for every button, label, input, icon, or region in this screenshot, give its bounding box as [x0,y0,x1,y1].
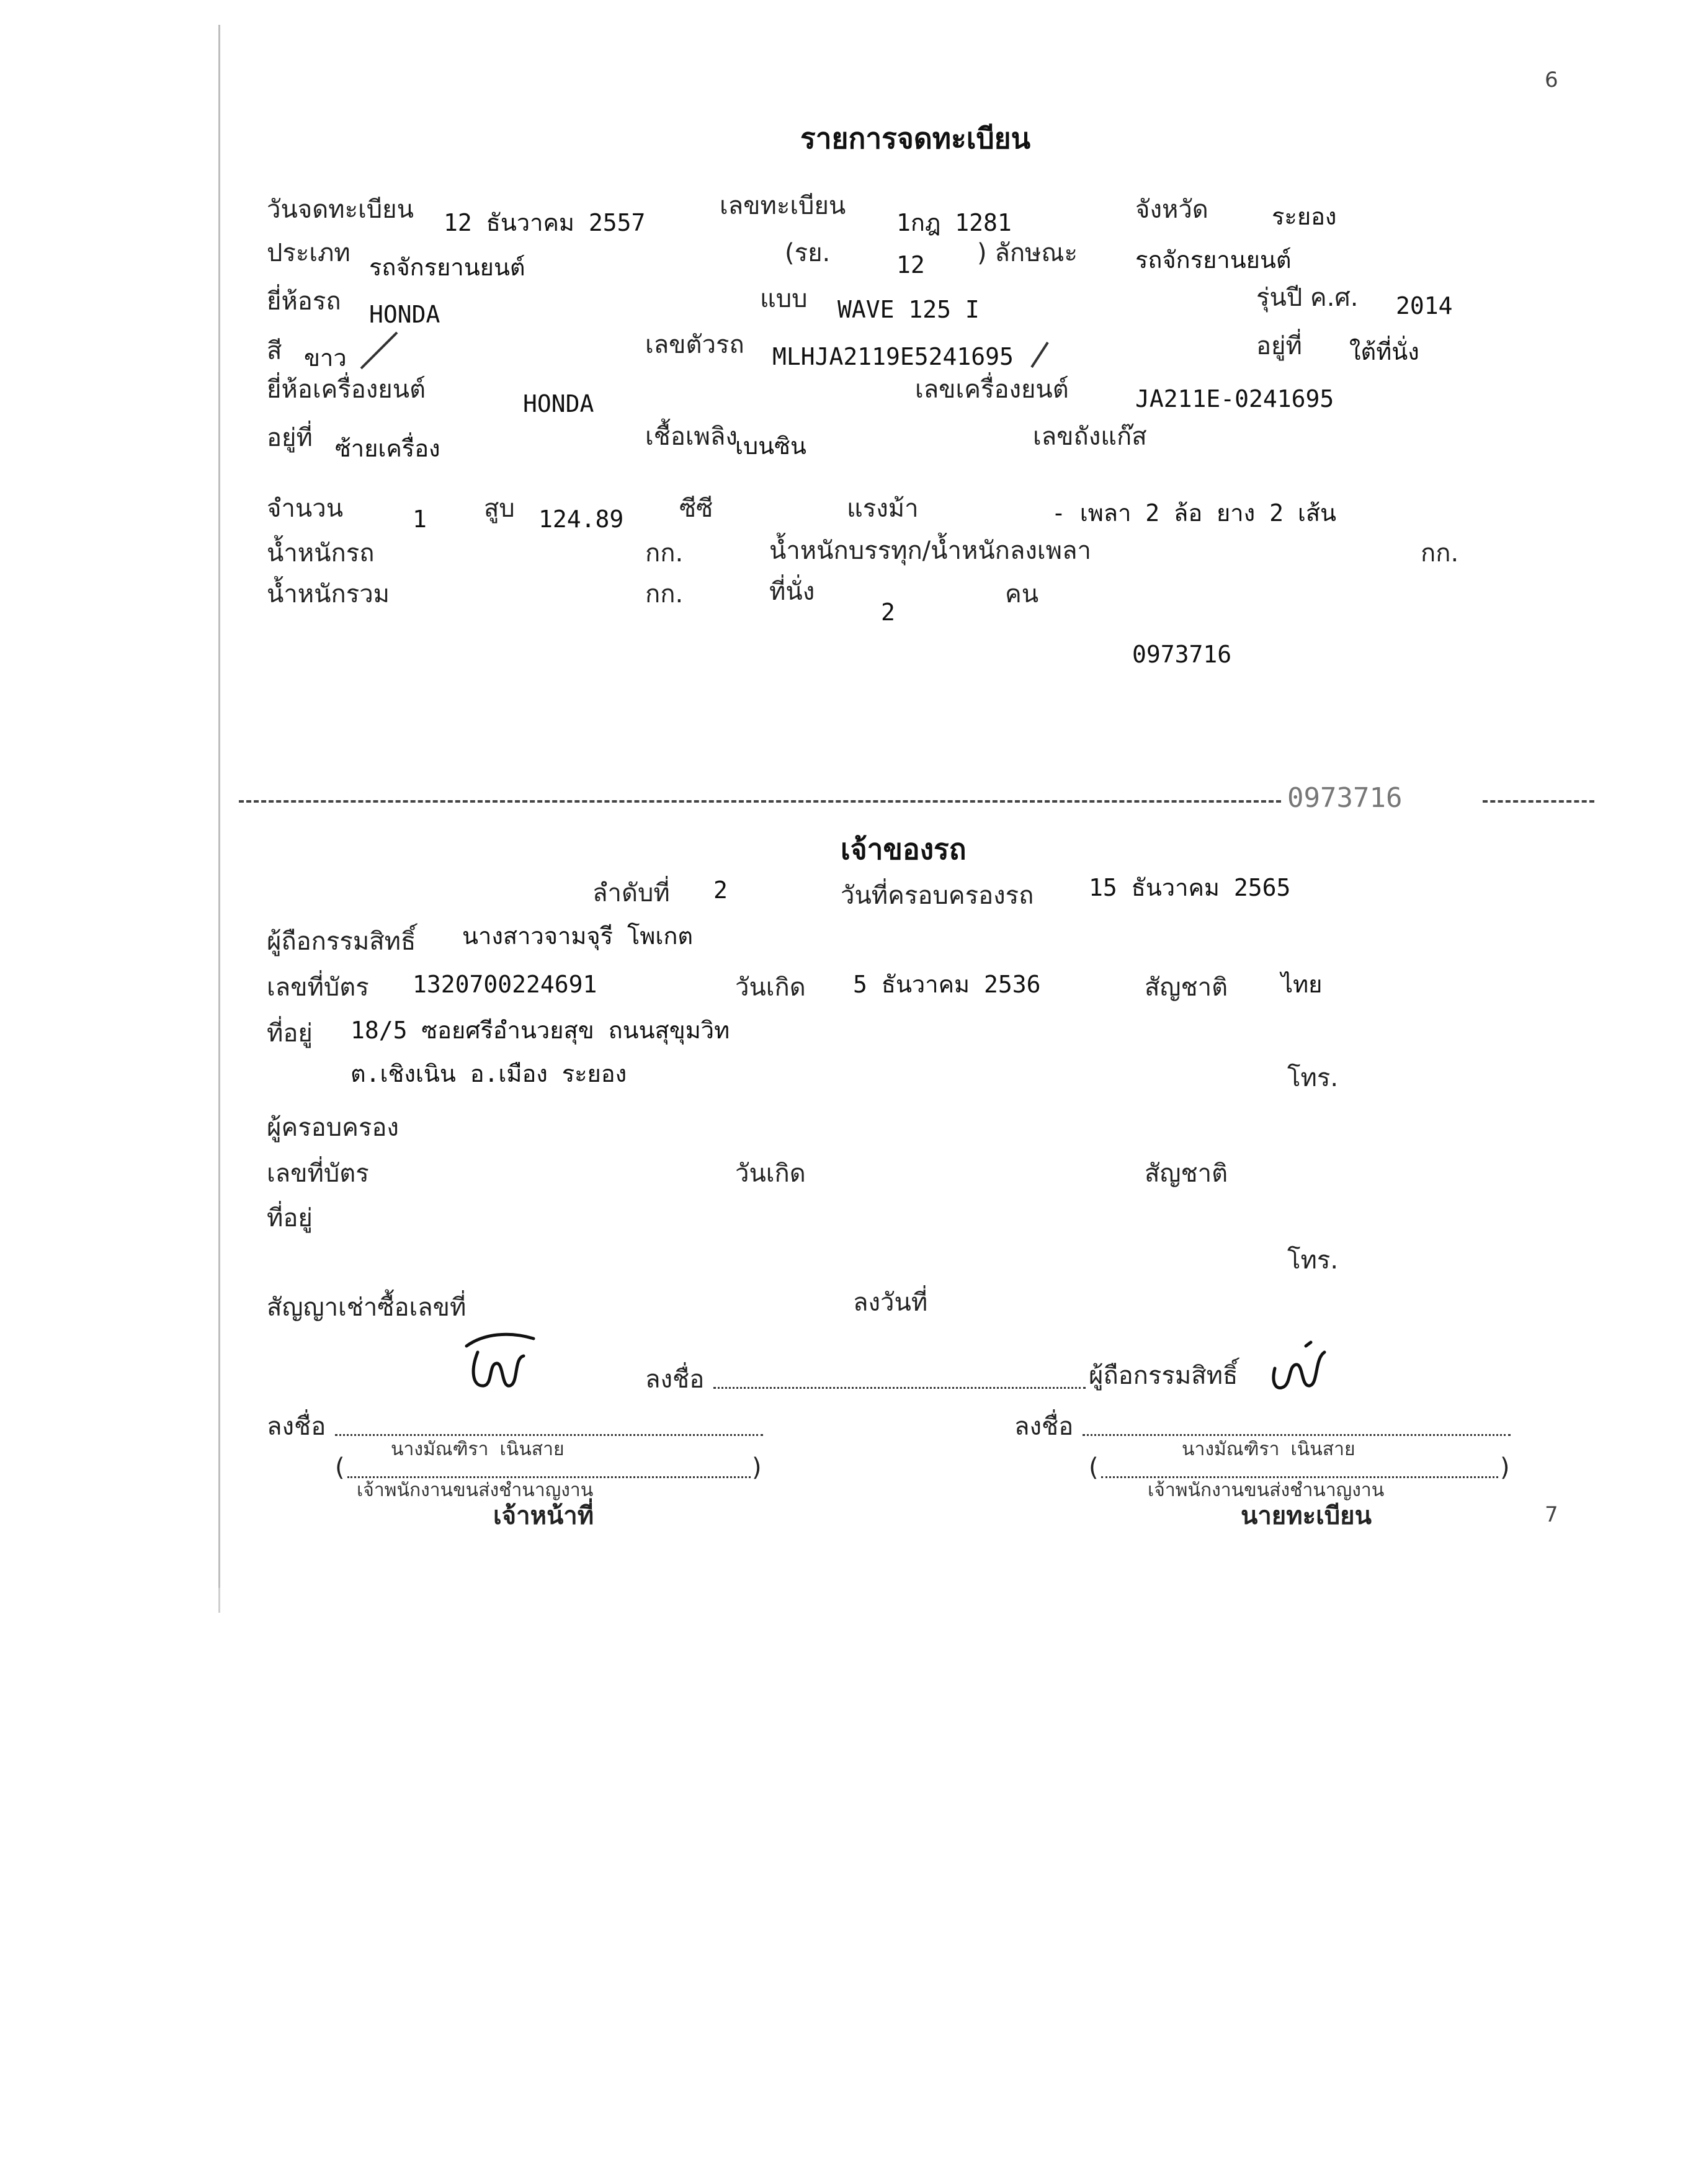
gas-tank-label: เลขถังแก๊ส [1033,422,1147,451]
engine-number-label: เลขเครื่องยนต์ [915,375,1069,404]
possessor-telephone-label: โทร. [1287,1246,1339,1275]
chassis-location-label: อยู่ที่ [1256,332,1302,360]
possession-date-label: วันที่ครอบครองรถ [841,881,1034,910]
registrar-sign-label: ลงชื่อ [1014,1412,1074,1441]
possessor-birth-label: วันเกิด [735,1159,806,1188]
fuel-label: เชื้อเพลิง [645,422,738,451]
province-value: ระยอง [1272,203,1337,230]
officer-paren-open: ( [335,1453,345,1482]
checkmark-slash [354,329,403,372]
birth-date-value: 5 ธันวาคม 2536 [853,971,1041,998]
holder-value: นางสาวจามจุรี โพเกต [462,922,694,950]
address-line-2: ต.เชิงเนิน อ.เมือง ระยอง [351,1060,627,1087]
perforation-line-end [1483,800,1594,803]
brand-label: ยี่ห้อรถ [267,287,341,316]
sign-label-middle: ลงชื่อ [645,1365,705,1394]
order-value: 2 [713,876,728,904]
engine-location-value: ซ้ายเครื่อง [335,435,440,462]
officer-title: เจ้าหน้าที่ [493,1502,594,1530]
engine-number-value: JA211E-0241695 [1135,385,1334,412]
officer-position: เจ้าพนักงานขนส่งชำนาญงาน [357,1479,594,1501]
axle-value: - เพลา 2 ล้อ ยาง 2 เส้น [1052,499,1336,527]
plate-label: เลขทะเบียน [720,192,846,220]
officer-sign-label: ลงชื่อ [267,1412,326,1441]
year-label: รุ่นปี ค.ศ. [1256,283,1359,312]
quantity-label: จำนวน [267,494,344,523]
possessor-address-label: ที่อยู่ [267,1204,313,1232]
left-margin-line-lower [218,1588,220,1613]
form-serial-number: 0973716 [1132,641,1232,668]
nationality-value: ไทย [1281,971,1323,998]
cc-label: ซีซี [679,494,713,523]
cylinder-value: 124.89 [538,506,624,533]
possessor-label: ผู้ครอบครอง [267,1113,399,1142]
officer-name-line [347,1476,751,1478]
address-label: ที่อยู่ [267,1019,313,1048]
ry-value: 12 [896,251,925,279]
registrar-position: เจ้าพนักงานขนส่งชำนาญงาน [1148,1479,1385,1501]
cut-serial-number: 0973716 [1287,782,1403,814]
color-value: ขาว [304,344,347,372]
total-weight-label: น้ำหนักรวม [267,580,390,608]
signature-left-mark [459,1327,540,1396]
birth-date-label: วันเกิด [735,973,806,1002]
cylinder-label: สูบ [484,494,515,523]
left-margin-line [218,25,220,1588]
possessor-id-label: เลขที่บัตร [267,1159,369,1188]
page-number-top: 6 [1545,68,1558,92]
characteristic-value: รถจักรยานยนต์ [1135,246,1292,274]
chassis-location-value: ใต้ที่นั่ง [1349,338,1419,365]
registrar-paren-close: ) [1500,1453,1510,1482]
owner-heading: เจ้าของรถ [841,832,967,866]
type-value: รถจักรยานยนต์ [369,254,525,281]
holder-signature-label: ผู้ถือกรรมสิทธิ์ [1089,1362,1238,1390]
nationality-label: สัญชาติ [1145,973,1228,1002]
reg-date-value: 12 ธันวาคม 2557 [444,209,646,236]
registrar-paren-open: ( [1089,1453,1099,1482]
officer-signature-line [335,1434,763,1436]
perforation-line [239,800,1281,803]
officer-name: นางมัณฑิรา เนินสาย [391,1438,565,1460]
holder-label: ผู้ถือกรรมสิทธิ์ [267,927,416,956]
seats-unit: คน [1005,580,1039,608]
brand-value: HONDA [369,301,440,328]
load-weight-label: น้ำหนักบรรทุก/น้ำหนักลงเพลา [769,537,1091,565]
seats-label: ที่นั่ง [769,577,815,606]
color-label: สี [267,337,282,365]
vehicle-weight-label: น้ำหนักรถ [267,539,375,568]
horsepower-label: แรงม้า [847,494,919,523]
kg-unit-1: กก. [645,539,684,568]
type-label: ประเภท [267,239,351,267]
page-number-bottom: 7 [1545,1502,1558,1527]
possessor-nationality-label: สัญชาติ [1145,1159,1228,1188]
model-label: แบบ [760,285,808,313]
id-card-value: 1320700224691 [413,971,597,998]
holder-signature-line [713,1387,1086,1389]
hire-purchase-label: สัญญาเช่าซื้อเลขที่ [267,1293,467,1322]
ry-open: (รย. [785,239,831,267]
registrar-title: นายทะเบียน [1241,1502,1372,1530]
id-card-label: เลขที่บัตร [267,973,369,1002]
telephone-label: โทร. [1287,1064,1339,1092]
order-label: ลำดับที่ [592,879,670,907]
chassis-check-slash [1027,340,1052,371]
kg-unit-2: กก. [1421,539,1459,568]
seats-value: 2 [881,599,895,626]
reg-date-label: วันจดทะเบียน [267,195,414,224]
registrar-signature-line [1083,1434,1511,1436]
chassis-value: MLHJA2119E5241695 [772,343,1014,370]
fuel-value: เบนซิน [735,432,806,460]
registrar-name: นางมัณฑิรา เนินสาย [1182,1438,1355,1460]
model-value: WAVE 125 I [837,296,980,323]
signature-right-mark [1262,1334,1337,1396]
plate-value: 1กฎ 1281 [896,209,1012,236]
quantity-value: 1 [413,506,427,533]
address-line-1: 18/5 ซอยศรีอำนวยสุข ถนนสุขุมวิท [351,1017,730,1044]
engine-brand-label: ยี่ห้อเครื่องยนต์ [267,375,426,404]
engine-brand-value: HONDA [523,390,594,417]
hire-purchase-date-label: ลงวันที่ [853,1288,928,1317]
ry-close-characteristic-label: ) ลักษณะ [977,239,1078,267]
officer-paren-close: ) [752,1453,762,1482]
registrar-name-line [1101,1476,1498,1478]
registration-heading: รายการจดทะเบียน [800,122,1031,155]
possession-date-value: 15 ธันวาคม 2565 [1089,874,1291,901]
year-value: 2014 [1396,292,1453,319]
kg-unit-3: กก. [645,580,684,608]
engine-location-label: อยู่ที่ [267,424,313,452]
chassis-label: เลขตัวรถ [645,331,744,359]
province-label: จังหวัด [1135,195,1208,224]
